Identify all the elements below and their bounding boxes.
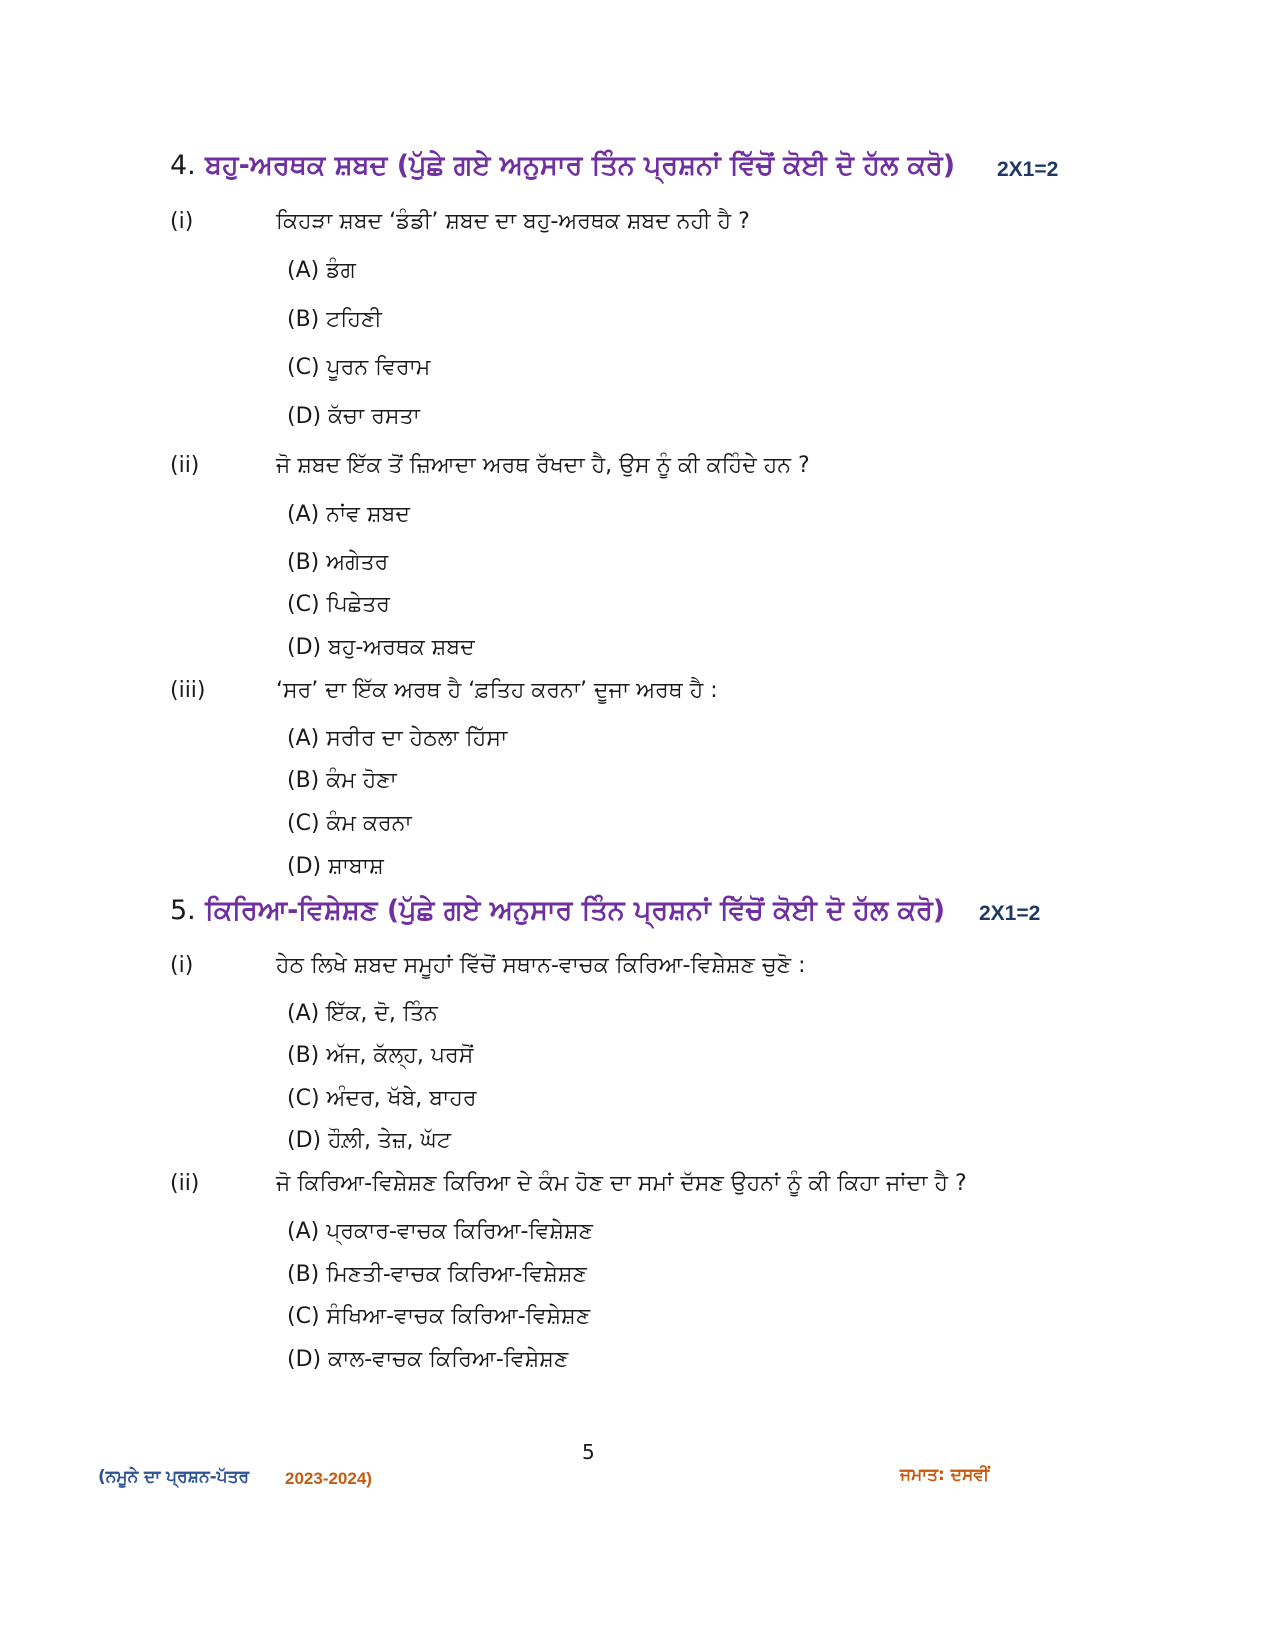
question-number: (ii)	[170, 453, 200, 478]
option-d: (D) ਸ਼ਾਬਾਸ਼	[287, 854, 384, 879]
option-d: (D) ਕੱਚਾ ਰਸਤਾ	[287, 404, 420, 429]
question-text: ਹੇਠ ਲਿਖੇ ਸ਼ਬਦ ਸਮੂਹਾਂ ਵਿੱਚੋਂ ਸਥਾਨ-ਵਾਚਕ ਕਿਰਿਆ-ਵਿਸ਼ੇਸ਼ਣ ਚੁਣੋ :	[276, 953, 806, 978]
section-marks: 2X1=2	[997, 158, 1059, 181]
section-number: 4.	[170, 150, 196, 181]
option-c: (C) ਪੂਰਨ ਵਿਰਾਮ	[287, 355, 431, 380]
option-b: (B) ਅੱਜ, ਕੱਲ੍ਹ, ਪਰਸੋਂ	[287, 1043, 474, 1068]
option-b: (B) ਕੰਮ ਹੋਣਾ	[287, 768, 397, 793]
option-a: (A) ਨਾਂਵ ਸ਼ਬਦ	[287, 502, 410, 527]
option-c: (C) ਅੰਦਰ, ਖੱਬੇ, ਬਾਹਰ	[287, 1086, 477, 1111]
footer-class: ਜਮਾਤ: ਦਸਵੀਂ	[900, 1465, 990, 1485]
question-number: (i)	[170, 953, 194, 978]
footer-sample-paper: (ਨਮੂਨੇ ਦਾ ਪ੍ਰਸ਼ਨ-ਪੱਤਰ	[98, 1467, 250, 1487]
option-c: (C) ਕੰਮ ਕਰਨਾ	[287, 811, 412, 836]
section-number: 5.	[170, 895, 196, 926]
section-title: ਕਿਰਿਆ-ਵਿਸ਼ੇਸ਼ਣ (ਪੁੱਛੇ ਗਏ ਅਨੁਸਾਰ ਤਿੰਨ ਪ੍ਰਸ਼ਨਾਂ ਵਿੱਚੋਂ ਕੋਈ ਦੋ ਹੱਲ ਕਰੋ)	[205, 895, 946, 926]
option-d: (D) ਹੌਲ਼ੀ, ਤੇਜ਼, ਘੱਟ	[287, 1128, 451, 1153]
option-a: (A) ਪ੍ਰਕਾਰ-ਵਾਚਕ ਕਿਰਿਆ-ਵਿਸ਼ੇਸ਼ਣ	[287, 1219, 593, 1244]
option-b: (B) ਅਗੇਤਰ	[287, 550, 389, 575]
question-text: ਜੋ ਸ਼ਬਦ ਇੱਕ ਤੋਂ ਜ਼ਿਆਦਾ ਅਰਥ ਰੱਖਦਾ ਹੈ, ਉਸ ਨੂੰ ਕੀ ਕਹਿੰਦੇ ਹਨ ?	[276, 453, 810, 478]
option-a: (A) ਇੱਕ, ਦੋ, ਤਿੰਨ	[287, 1001, 438, 1026]
section-4-heading	[170, 150, 955, 182]
page-number: 5	[582, 1440, 595, 1464]
question-text: ਜੋ ਕਿਰਿਆ-ਵਿਸ਼ੇਸ਼ਣ ਕਿਰਿਆ ਦੇ ਕੰਮ ਹੋਣ ਦਾ ਸਮਾਂ ਦੱਸਣ ਉਹਨਾਂ ਨੂੰ ਕੀ ਕਿਹਾ ਜਾਂਦਾ ਹੈ ?	[276, 1171, 967, 1196]
option-b: (B) ਮਿਣਤੀ-ਵਾਚਕ ਕਿਰਿਆ-ਵਿਸ਼ੇਸ਼ਣ	[287, 1262, 587, 1287]
section-marks: 2X1=2	[979, 902, 1041, 925]
section-title: ਬਹੁ-ਅਰਥਕ ਸ਼ਬਦ (ਪੁੱਛੇ ਗਏ ਅਨੁਸਾਰ ਤਿੰਨ ਪ੍ਰਸ਼ਨਾਂ ਵਿੱਚੋਂ ਕੋਈ ਦੋ ਹੱਲ ਕਰੋ)	[205, 150, 956, 181]
option-b: (B) ਟਹਿਣੀ	[287, 307, 382, 332]
footer-year: 2023-2024)	[285, 1469, 372, 1488]
question-number: (iii)	[170, 678, 206, 703]
option-a: (A) ਡੰਗ	[287, 258, 356, 283]
question-number: (ii)	[170, 1171, 200, 1196]
option-a: (A) ਸਰੀਰ ਦਾ ਹੇਠਲਾ ਹਿੱਸਾ	[287, 726, 508, 751]
section-5-heading	[170, 895, 945, 927]
question-number: (i)	[170, 209, 194, 234]
question-text: ਕਿਹੜਾ ਸ਼ਬਦ ‘ਡੰਡੀ’ ਸ਼ਬਦ ਦਾ ਬਹੁ-ਅਰਥਕ ਸ਼ਬਦ ਨਹੀ ਹੈ ?	[276, 209, 750, 234]
question-text: ‘ਸਰ’ ਦਾ ਇੱਕ ਅਰਥ ਹੈ ‘ਫ਼ਤਿਹ ਕਰਨਾ’ ਦੂਜਾ ਅਰਥ ਹੈ :	[276, 678, 718, 703]
option-d: (D) ਕਾਲ-ਵਾਚਕ ਕਿਰਿਆ-ਵਿਸ਼ੇਸ਼ਣ	[287, 1347, 569, 1372]
option-d: (D) ਬਹੁ-ਅਰਥਕ ਸ਼ਬਦ	[287, 635, 475, 660]
option-c: (C) ਸੰਖਿਆ-ਵਾਚਕ ਕਿਰਿਆ-ਵਿਸ਼ੇਸ਼ਣ	[287, 1304, 591, 1329]
option-c: (C) ਪਿਛੇਤਰ	[287, 592, 390, 617]
